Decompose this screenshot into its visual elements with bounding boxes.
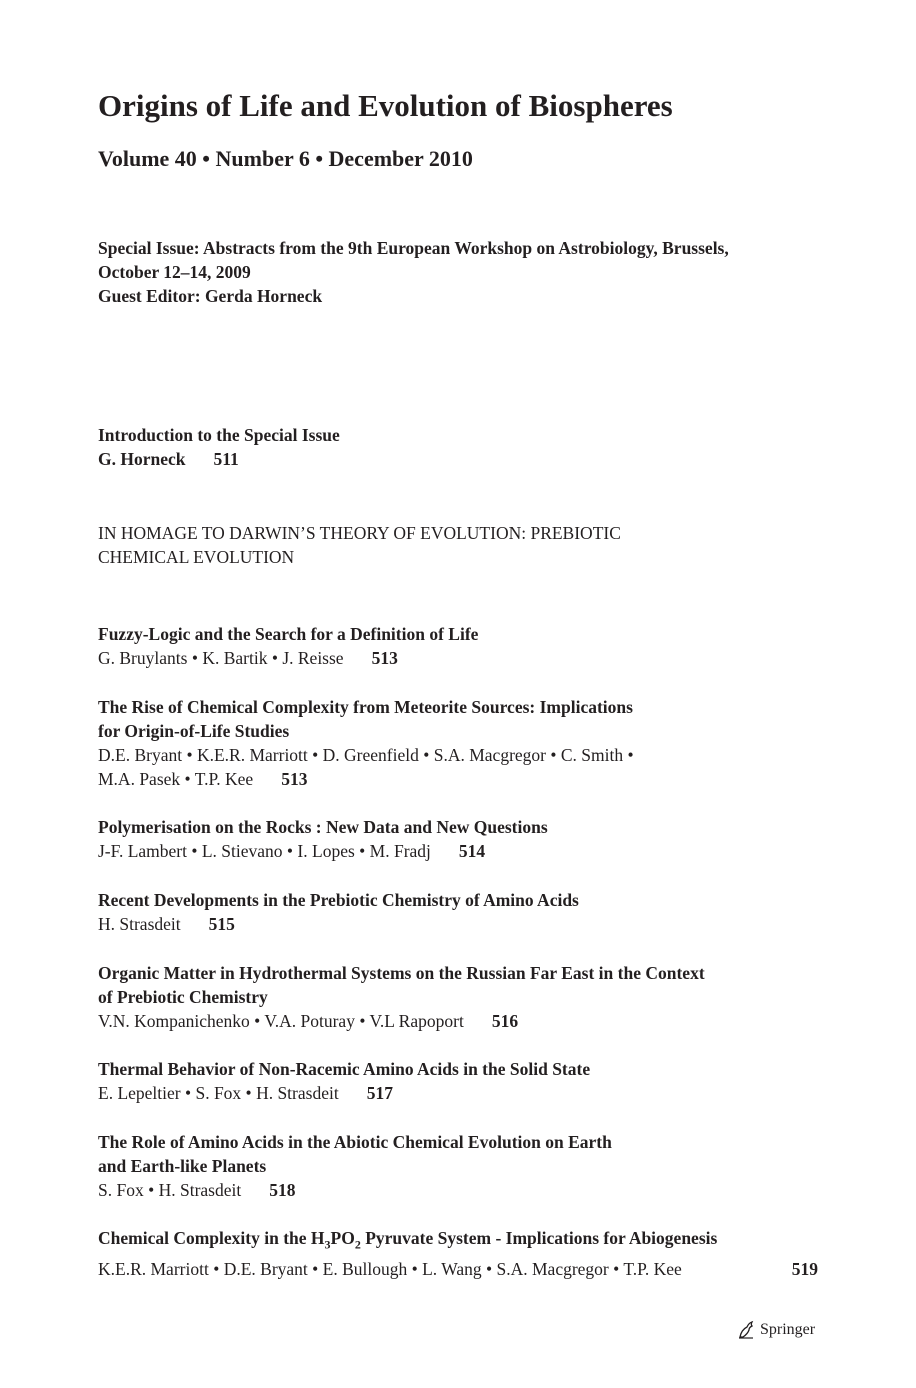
entry-title-continued: and Earth-like Planets <box>98 1156 267 1176</box>
introduction-page: 511 <box>213 449 239 469</box>
toc-entry <box>98 1057 590 1105</box>
entry-authors: S. Fox • H. Strasdeit <box>98 1180 242 1200</box>
entry-authors-line <box>98 1257 818 1281</box>
introduction-title: Introduction to the Special Issue <box>98 425 340 445</box>
entry-authors: E. Lepeltier • S. Fox • H. Strasdeit <box>98 1083 339 1103</box>
entry-page: 514 <box>458 841 486 861</box>
entry-page: 519 <box>791 1258 818 1279</box>
guest-editor: Guest Editor: Gerda Horneck <box>98 286 323 306</box>
publisher-footer <box>736 1318 815 1342</box>
entry-title <box>98 1226 818 1257</box>
issue-line: Volume 40 • Number 6 • December 2010 <box>98 146 473 171</box>
entry-authors: K.E.R. Marriott • D.E. Bryant • E. Bullough • L. Wang • S.A. Macgregor • T.P. Kee <box>98 1258 682 1279</box>
entry-authors: V.N. Kompanichenko • V.A. Poturay • V.L Rapoport <box>98 1011 464 1031</box>
entry-title-part: Chemical Complexity in the H <box>98 1228 325 1248</box>
springer-horse-icon <box>736 1320 756 1340</box>
entry-title-part: Pyruvate System - Implications for Abiogenesis <box>360 1228 718 1248</box>
special-issue-line-2: October 12–14, 2009 <box>98 262 251 282</box>
toc-entry <box>98 695 634 791</box>
entry-authors-line <box>98 1178 612 1202</box>
entry-authors: D.E. Bryant • K.E.R. Marriott • D. Greenfield • S.A. Macgregor • C. Smith • <box>98 745 634 765</box>
entry-title-continued: for Origin-of-Life Studies <box>98 721 290 741</box>
section-heading-line-1: IN HOMAGE TO DARWIN’S THEORY OF EVOLUTION: PREBIOTIC <box>98 523 621 543</box>
entry-title: Recent Developments in the Prebiotic Chemistry of Amino Acids <box>98 890 579 910</box>
entry-title: Organic Matter in Hydrothermal Systems on the Russian Far East in the Context <box>98 963 705 983</box>
entry-page: 517 <box>366 1083 393 1103</box>
entry-title-part: PO <box>330 1228 355 1248</box>
subscript: 3 <box>324 1237 331 1252</box>
entry-authors-continued: M.A. Pasek • T.P. Kee <box>98 769 254 789</box>
special-issue-line-1: Special Issue: Abstracts from the 9th European Workshop on Astrobiology, Brussels, <box>98 238 729 258</box>
entry-authors-line <box>98 912 579 936</box>
toc-entry <box>98 1226 818 1281</box>
entry-page: 515 <box>208 914 235 934</box>
entry-authors: H. Strasdeit <box>98 914 181 934</box>
entry-page: 513 <box>371 648 398 668</box>
entry-authors-line <box>98 1009 705 1033</box>
toc-entry <box>98 622 478 670</box>
entry-page: 516 <box>491 1011 519 1031</box>
entry-title: The Role of Amino Acids in the Abiotic Chemical Evolution on Earth <box>98 1132 612 1152</box>
entry-title: Fuzzy-Logic and the Search for a Definition of Life <box>98 624 479 644</box>
subscript: 2 <box>354 1237 361 1252</box>
entry-authors-line <box>98 646 478 670</box>
publisher-name: Springer <box>760 1321 816 1338</box>
entry-title: The Rise of Chemical Complexity from Meteorite Sources: Implications <box>98 697 633 717</box>
entry-authors: J-F. Lambert • L. Stievano • I. Lopes • M. Fradj <box>98 841 431 861</box>
entry-authors-line <box>98 1081 590 1105</box>
toc-entry <box>98 888 579 936</box>
special-issue-block <box>98 236 729 308</box>
entry-authors-line <box>98 767 634 791</box>
entry-title-continued: of Prebiotic Chemistry <box>98 987 268 1007</box>
entry-page: 518 <box>269 1180 296 1200</box>
entry-page: 513 <box>281 769 308 789</box>
section-heading-line-2: CHEMICAL EVOLUTION <box>98 547 295 567</box>
toc-entry <box>98 815 548 863</box>
entry-title: Thermal Behavior of Non-Racemic Amino Acids in the Solid State <box>98 1059 591 1079</box>
journal-title: Origins of Life and Evolution of Biospheres <box>98 88 673 123</box>
toc-entry <box>98 961 705 1033</box>
section-heading <box>98 521 621 569</box>
entry-authors: G. Bruylants • K. Bartik • J. Reisse <box>98 648 344 668</box>
introduction-author-line <box>98 447 340 471</box>
toc-entry <box>98 1130 612 1202</box>
introduction-entry <box>98 423 340 471</box>
introduction-author: G. Horneck <box>98 449 186 469</box>
entry-title: Polymerisation on the Rocks : New Data and New Questions <box>98 817 548 837</box>
entry-authors-line <box>98 839 548 863</box>
